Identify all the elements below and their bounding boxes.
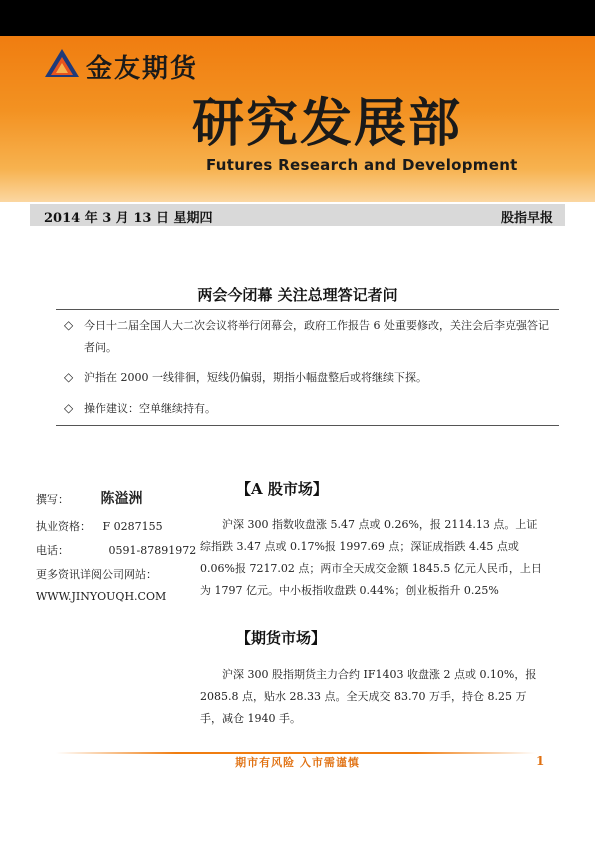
more-info-label: 更多资讯详阅公司网站： <box>36 568 157 581</box>
summary-item: 今日十二届全国人大二次会议将举行闭幕会，政府工作报告 6 处重要修改，关注会后李克强答记者问。 <box>84 319 549 354</box>
diamond-outline-icon: ◇ <box>64 318 74 332</box>
department-subtitle: Futures Research and Development <box>206 156 518 174</box>
a-share-paragraph: 沪深 300 指数收盘涨 5.47 点或 0.26%，报 2114.13 点。上证综指跌 3.47 点或 0.17%报 1997.69 点；深证成指跌 4.45 点或 0.06%报 7217.02 点；两市全天成交金额 1845.5 亿元人民币，上日为 1797 亿元。中小板指收盘跌 0.44%；创业板指升 0.25% <box>200 518 542 597</box>
summary-box <box>56 309 559 426</box>
date-bar <box>30 204 565 226</box>
futures-paragraph: 沪深 300 股指期货主力合约 IF1403 收盘涨 2 点或 0.10%，报 2085.8 点，贴水 28.33 点。全天成交 83.70 万手，持仓 8.25 万手，减仓 1940 手。 <box>200 668 537 725</box>
license-label: 执业资格： <box>36 520 91 533</box>
headline: 两会今闭幕 关注总理答记者问 <box>197 286 398 304</box>
department-title: 研究发展部 <box>192 93 463 154</box>
diamond-outline-icon: ◇ <box>64 401 74 415</box>
website-link[interactable]: WWW.JINYOUQH.COM <box>36 590 167 603</box>
company-name: 金友期货 <box>86 54 199 84</box>
summary-item: 沪指在 2000 一线徘徊，短线仍偏弱，期指小幅盘整后或将继续下探。 <box>84 371 427 384</box>
author-label: 撰写： <box>36 493 69 506</box>
report-header <box>0 36 595 202</box>
top-black-bar <box>0 0 595 36</box>
company-logo-icon <box>44 48 80 78</box>
author-name: 陈溢洲 <box>100 491 143 507</box>
diamond-outline-icon: ◇ <box>64 370 74 384</box>
risk-slogan: 期市有风险 入市需谨慎 <box>235 756 360 769</box>
section-title-a-share: 【A 股市场】 <box>236 480 328 498</box>
phone-label: 电话： <box>36 544 69 557</box>
report-type: 股指早报 <box>500 211 553 226</box>
phone-number: 0591-87891972 <box>108 544 197 557</box>
license-number: F 0287155 <box>102 520 163 533</box>
report-date: 2014 年 3 月 13 日 星期四 <box>44 211 213 226</box>
section-title-futures: 【期货市场】 <box>236 629 327 647</box>
summary-item: 操作建议：空单继续持有。 <box>84 402 216 415</box>
page-number: 1 <box>536 754 545 768</box>
